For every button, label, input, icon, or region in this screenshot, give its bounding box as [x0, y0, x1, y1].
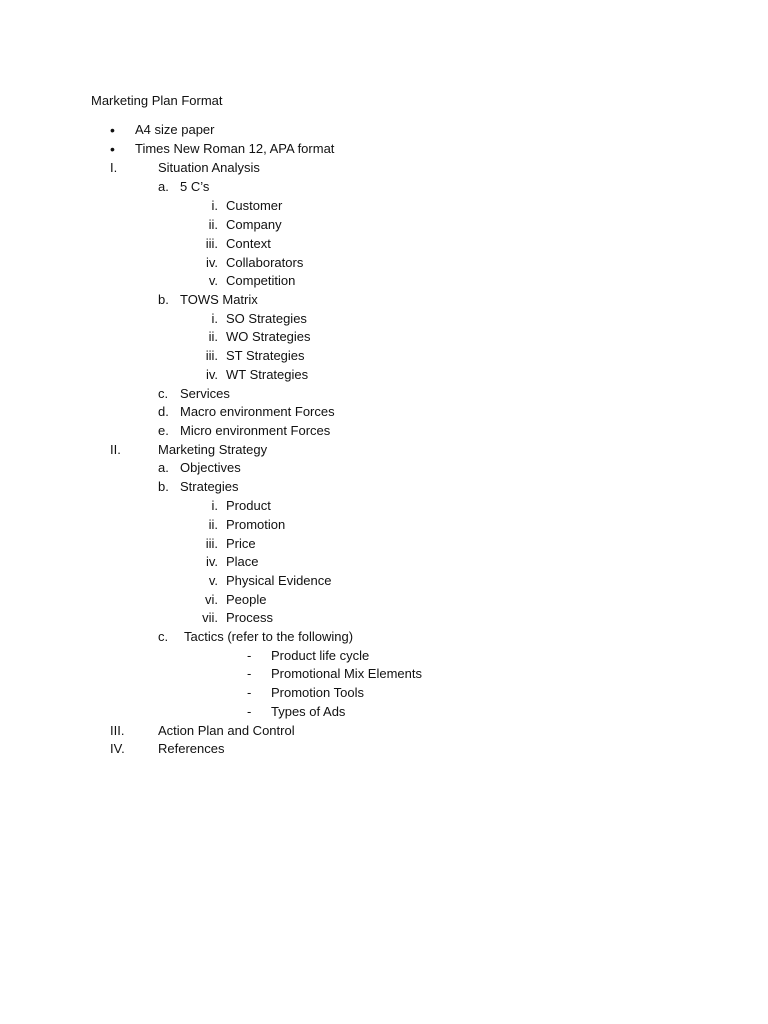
outline-subitem-promotion [190, 516, 330, 534]
bullet-marker: • [110, 122, 115, 138]
outline-subitem-process [190, 609, 330, 627]
outline-subitem-wo-strategies [190, 328, 350, 346]
outline-subitem-price [190, 535, 330, 553]
outline-subitem-promotion-tools [247, 684, 427, 702]
letter-marker: a. [158, 460, 169, 475]
roman-marker: iv. [205, 554, 218, 569]
roman-marker: iv. [205, 255, 218, 270]
roman-marker: vi. [205, 592, 218, 607]
outline-item-text: TOWS Matrix [180, 292, 258, 307]
outline-item-text: Place [226, 554, 259, 569]
outline-item-text: Promotional Mix Elements [271, 666, 422, 681]
outline-item-text: Product life cycle [271, 648, 370, 663]
roman-numeral-marker: II. [110, 442, 121, 457]
roman-marker: iv. [205, 367, 218, 382]
roman-numeral-marker: IV. [110, 741, 125, 756]
outline-subitem-wt-strategies [190, 366, 350, 384]
outline-subitem-st-strategies [190, 347, 350, 365]
list-item-text: A4 size paper [135, 122, 215, 137]
outline-item-macro-environment [158, 403, 378, 421]
roman-marker: vii. [202, 610, 218, 625]
roman-marker: ii. [208, 517, 218, 532]
list-item-a4-size-paper [110, 121, 310, 139]
outline-item-text: Types of Ads [271, 704, 346, 719]
outline-section-action-plan [110, 722, 330, 740]
list-item-font-format [110, 140, 370, 158]
outline-item-text: Process [226, 610, 273, 625]
outline-item-text: SO Strategies [226, 311, 307, 326]
outline-subitem-product-life-cycle [247, 647, 427, 665]
outline-item-text: Collaborators [226, 255, 304, 270]
roman-marker: i. [211, 311, 218, 326]
letter-marker: b. [158, 292, 169, 307]
letter-marker: b. [158, 479, 169, 494]
outline-section-marketing-strategy [110, 441, 330, 459]
outline-section-situation-analysis [110, 159, 330, 177]
letter-marker: d. [158, 404, 169, 419]
section-heading: Marketing Strategy [158, 442, 268, 457]
outline-item-text: People [226, 592, 267, 607]
outline-item-text: Macro environment Forces [180, 404, 335, 419]
outline-item-text: Micro environment Forces [180, 423, 331, 438]
outline-item-text: Promotion Tools [271, 685, 364, 700]
outline-item-services [158, 385, 298, 403]
outline-section-references [110, 740, 290, 758]
roman-numeral-marker: III. [110, 723, 125, 738]
dash-marker: - [247, 704, 252, 719]
outline-item-tows-matrix [158, 291, 318, 309]
list-item-text: Times New Roman 12, APA format [135, 141, 335, 156]
letter-marker: c. [158, 629, 169, 644]
outline-item-5-cs [158, 178, 278, 196]
outline-subitem-competition [190, 272, 350, 290]
outline-item-strategies [158, 478, 298, 496]
roman-marker: v. [208, 273, 218, 288]
outline-item-text: Services [180, 386, 230, 401]
section-heading: References [158, 741, 225, 756]
outline-item-text: Context [226, 236, 271, 251]
section-heading: Action Plan and Control [158, 723, 295, 738]
section-heading: Situation Analysis [158, 160, 260, 175]
outline-subitem-context [190, 235, 330, 253]
outline-item-text: Competition [226, 273, 296, 288]
letter-marker: c. [158, 386, 169, 401]
outline-item-text: Physical Evidence [226, 573, 332, 588]
outline-item-text: ST Strategies [226, 348, 305, 363]
outline-subitem-promotional-mix-elements [247, 665, 467, 683]
outline-item-text: WO Strategies [226, 329, 311, 344]
outline-item-tactics [158, 628, 388, 646]
outline-subitem-product [190, 497, 330, 515]
bullet-marker: • [110, 141, 115, 157]
roman-marker: ii. [208, 329, 218, 344]
outline-item-text: Objectives [180, 460, 241, 475]
outline-item-text: Strategies [180, 479, 239, 494]
outline-item-text: Customer [226, 198, 283, 213]
outline-item-text: Tactics (refer to the following) [184, 629, 354, 644]
roman-numeral-marker: I. [110, 160, 118, 175]
roman-marker: v. [208, 573, 218, 588]
outline-item-objectives [158, 459, 298, 477]
outline-item-text: Product [226, 498, 271, 513]
roman-marker: iii. [205, 348, 218, 363]
outline-subitem-company [190, 216, 330, 234]
outline-subitem-customer [190, 197, 330, 215]
outline-subitem-physical-evidence [190, 572, 370, 590]
dash-marker: - [247, 685, 252, 700]
letter-marker: e. [158, 423, 169, 438]
outline-subitem-types-of-ads [247, 703, 427, 721]
roman-marker: iii. [205, 236, 218, 251]
outline-subitem-people [190, 591, 330, 609]
outline-item-text: Promotion [226, 517, 286, 532]
roman-marker: i. [211, 198, 218, 213]
dash-marker: - [247, 666, 252, 681]
outline-item-text: WT Strategies [226, 367, 309, 382]
outline-subitem-collaborators [190, 254, 350, 272]
roman-marker: ii. [208, 217, 218, 232]
roman-marker: iii. [205, 536, 218, 551]
outline-subitem-place [190, 553, 330, 571]
dash-marker: - [247, 648, 252, 663]
outline-item-text: 5 C’s [180, 179, 210, 194]
outline-item-text: Company [226, 217, 282, 232]
outline-item-micro-environment [158, 422, 378, 440]
letter-marker: a. [158, 179, 169, 194]
document-title: Marketing Plan Format [91, 93, 223, 108]
outline-subitem-so-strategies [190, 310, 350, 328]
roman-marker: i. [211, 498, 218, 513]
outline-item-text: Price [226, 536, 256, 551]
